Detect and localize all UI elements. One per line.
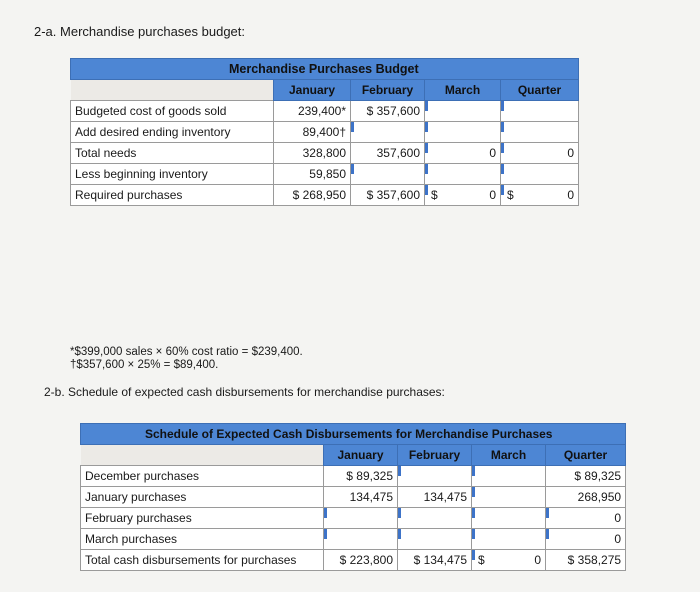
input-cell[interactable] (398, 508, 472, 529)
part-b-heading: 2-b. Schedule of expected cash disbursements for merchandise purchases: (44, 385, 445, 399)
input-cell[interactable] (501, 143, 579, 164)
cell-value: 0 (534, 553, 541, 567)
row-label: Total needs (71, 143, 274, 164)
input-cell[interactable] (425, 164, 501, 185)
cell-value: 0 (614, 532, 622, 546)
value-cell (274, 143, 351, 164)
table-row (71, 164, 579, 185)
input-cell[interactable] (324, 529, 398, 550)
value-cell (324, 550, 398, 571)
cell-value: $ 89,325 (346, 469, 393, 483)
table-row (81, 487, 626, 508)
value-cell (546, 550, 626, 571)
cell-value: $ 89,325 (574, 469, 622, 483)
cell-value: 89,400† (302, 125, 346, 139)
input-cell[interactable] (425, 122, 501, 143)
footnote-2: †$357,600 × 25% = $89,400. (70, 359, 219, 371)
input-cell[interactable] (546, 529, 626, 550)
input-cell[interactable] (501, 122, 579, 143)
row-label: February purchases (81, 508, 324, 529)
input-cell[interactable] (472, 529, 546, 550)
input-cell[interactable] (398, 466, 472, 487)
table-row (81, 550, 626, 571)
row-label: Add desired ending inventory (71, 122, 274, 143)
input-cell[interactable] (425, 185, 501, 206)
cell-value: $ 357,600 (366, 188, 420, 202)
merchandise-purchases-budget-table (70, 58, 579, 206)
table-row (81, 466, 626, 487)
cell-value: $ 134,475 (413, 553, 467, 567)
value-cell (351, 101, 425, 122)
schedule-title: Schedule of Expected Cash Disbursements for Merchandise Purchases (81, 424, 626, 445)
budget-title: Merchandise Purchases Budget (71, 59, 579, 80)
cell-value: $ 223,800 (339, 553, 393, 567)
footnote-1: *$399,000 sales × 60% cost ratio = $239,400. (70, 346, 303, 358)
input-cell[interactable] (501, 185, 579, 206)
value-cell (274, 101, 351, 122)
input-cell[interactable] (398, 529, 472, 550)
dollar-sign: $ (431, 188, 438, 202)
dollar-sign: $ (478, 553, 485, 567)
cell-value: $ 358,275 (567, 553, 622, 567)
value-cell (274, 122, 351, 143)
cell-value: 59,850 (309, 167, 346, 181)
col-header: February (351, 80, 425, 101)
value-cell (351, 143, 425, 164)
input-cell[interactable] (472, 508, 546, 529)
cell-value: $ 268,950 (292, 188, 346, 202)
input-cell[interactable] (546, 508, 626, 529)
value-cell (398, 487, 472, 508)
input-cell[interactable] (472, 550, 546, 571)
row-label: March purchases (81, 529, 324, 550)
dollar-sign: $ (507, 188, 514, 202)
value-cell (274, 185, 351, 206)
input-cell[interactable] (472, 487, 546, 508)
input-cell[interactable] (501, 164, 579, 185)
value-cell (274, 164, 351, 185)
value-cell (324, 466, 398, 487)
input-cell[interactable] (351, 164, 425, 185)
row-label: December purchases (81, 466, 324, 487)
cash-disbursements-table (80, 423, 626, 571)
row-label: Required purchases (71, 185, 274, 206)
cell-value: 239,400* (297, 104, 346, 118)
input-cell[interactable] (425, 143, 501, 164)
col-header: February (398, 445, 472, 466)
value-cell (324, 487, 398, 508)
cell-value: 0 (567, 146, 574, 160)
table-row (71, 185, 579, 206)
cell-value: 328,800 (302, 146, 346, 160)
cell-value: 0 (567, 188, 574, 202)
value-cell (546, 466, 626, 487)
table-row (81, 529, 626, 550)
row-label: Budgeted cost of goods sold (71, 101, 274, 122)
input-cell[interactable] (324, 508, 398, 529)
row-label: Less beginning inventory (71, 164, 274, 185)
cell-value: 268,950 (577, 490, 622, 504)
cell-value: 0 (489, 188, 496, 202)
col-header: March (425, 80, 501, 101)
input-cell[interactable] (472, 466, 546, 487)
cell-value: 134,475 (349, 490, 393, 504)
col-header: January (274, 80, 351, 101)
table-row (71, 143, 579, 164)
col-header: January (324, 445, 398, 466)
col-header: Quarter (546, 445, 626, 466)
cell-value: $ 357,600 (366, 104, 420, 118)
input-cell[interactable] (425, 101, 501, 122)
table-row (71, 101, 579, 122)
cell-value: 0 (489, 146, 496, 160)
input-cell[interactable] (351, 122, 425, 143)
input-cell[interactable] (501, 101, 579, 122)
cell-value: 357,600 (376, 146, 420, 160)
col-header: Quarter (501, 80, 579, 101)
row-label: January purchases (81, 487, 324, 508)
col-header: March (472, 445, 546, 466)
value-cell (351, 185, 425, 206)
cell-value: 0 (614, 511, 622, 525)
value-cell (398, 550, 472, 571)
row-label: Total cash disbursements for purchases (81, 550, 324, 571)
cell-value: 134,475 (423, 490, 467, 504)
table-row (81, 508, 626, 529)
table-row (71, 122, 579, 143)
value-cell (546, 487, 626, 508)
part-a-heading: 2-a. Merchandise purchases budget: (34, 24, 246, 39)
